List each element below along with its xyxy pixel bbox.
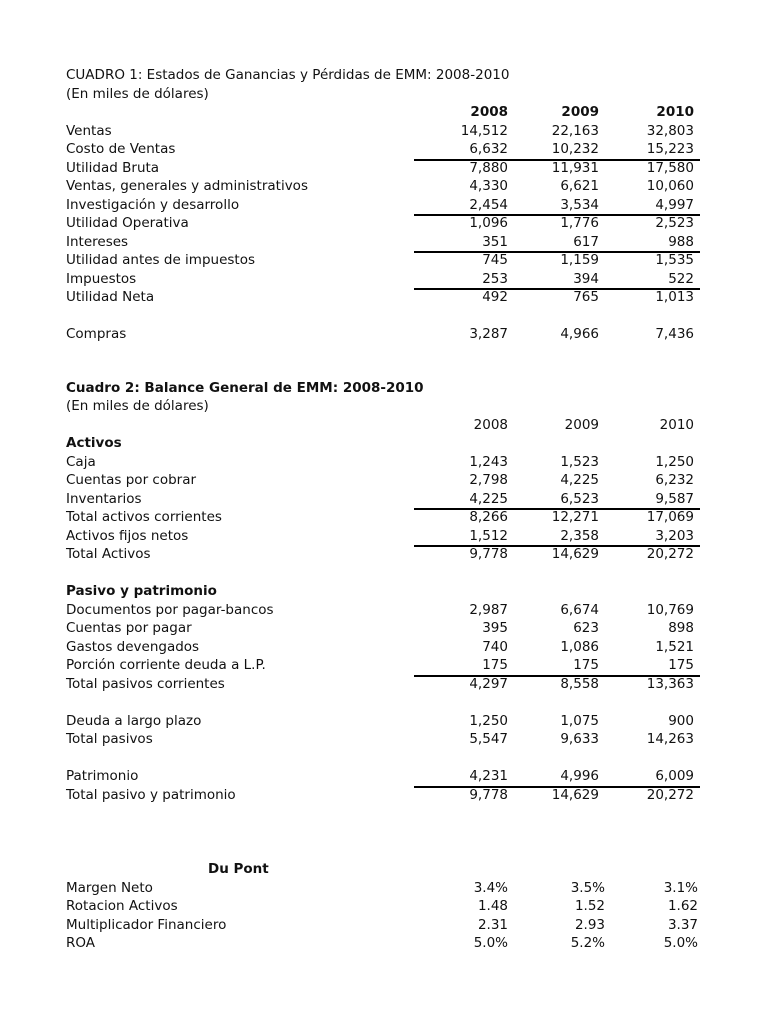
section-heading xyxy=(66,434,706,453)
cell: 175 xyxy=(573,657,599,673)
cell: 6,632 xyxy=(469,141,508,157)
table-row xyxy=(66,545,706,564)
cell: 2.31 xyxy=(477,916,508,933)
row-label: Cuentas por pagar xyxy=(66,620,192,636)
cell: 6,009 xyxy=(655,768,694,784)
row-label: Total Activos xyxy=(66,546,151,562)
cuadro1-subtitle: (En miles de dólares) xyxy=(66,85,209,102)
cell: 765 xyxy=(573,289,599,305)
section-heading xyxy=(66,582,706,601)
cell: 623 xyxy=(573,620,599,636)
cell: 6,621 xyxy=(560,178,599,194)
cell: 12,271 xyxy=(551,509,599,525)
cell: 745 xyxy=(482,252,508,268)
cell: 1,159 xyxy=(560,252,599,268)
cell: 10,769 xyxy=(646,601,694,618)
table-row xyxy=(66,879,706,898)
cell: 4,225 xyxy=(469,490,508,507)
cell: 9,587 xyxy=(655,490,694,507)
row-label: Gastos devengados xyxy=(66,638,200,655)
cell: 394 xyxy=(573,270,599,287)
row-label: Utilidad Neta xyxy=(66,289,155,305)
cuadro2-year-header xyxy=(66,416,706,435)
row-label: Cuentas por cobrar xyxy=(66,472,197,488)
row-label: Porción corriente deuda a L.P. xyxy=(66,657,266,673)
cell: 617 xyxy=(573,233,599,250)
cell: 175 xyxy=(668,657,694,673)
activos-heading: Activos xyxy=(66,435,122,451)
pasivo-heading: Pasivo y patrimonio xyxy=(66,583,217,599)
cell: 15,223 xyxy=(646,141,694,157)
cell: 14,512 xyxy=(460,122,508,139)
row-label: Total pasivos xyxy=(66,731,153,747)
cell: 3.1% xyxy=(663,879,698,896)
cell: 4,297 xyxy=(469,675,508,692)
cell: 1,523 xyxy=(560,453,599,470)
cell: 9,778 xyxy=(469,546,508,562)
cell: 1,535 xyxy=(655,252,694,268)
cell: 17,580 xyxy=(646,159,694,176)
cell: 1,096 xyxy=(469,215,508,231)
cell: 20,272 xyxy=(646,546,694,562)
dupont-title-row xyxy=(66,860,706,879)
cell: 898 xyxy=(668,620,694,636)
row-label: Inventarios xyxy=(66,490,142,507)
cell: 2,987 xyxy=(469,601,508,618)
table-row xyxy=(66,214,706,233)
cell: 4,231 xyxy=(469,768,508,784)
table-row xyxy=(66,601,706,620)
cell: 1,086 xyxy=(560,638,599,655)
row-label: Caja xyxy=(66,453,96,470)
table-row xyxy=(66,177,706,196)
cell: 1.52 xyxy=(574,898,605,914)
row-label: ROA xyxy=(66,935,96,951)
cell: 3,203 xyxy=(655,527,694,544)
cell: 3,287 xyxy=(469,326,508,342)
table-row xyxy=(66,251,706,270)
cell: 3.5% xyxy=(570,879,605,896)
cell: 4,966 xyxy=(560,326,599,342)
cell: 5.0% xyxy=(663,935,698,951)
cell: 2,358 xyxy=(560,527,599,544)
cell: 492 xyxy=(482,289,508,305)
cell: 32,803 xyxy=(646,122,694,139)
cell: 395 xyxy=(482,620,508,636)
table-row xyxy=(66,453,706,472)
table-row xyxy=(66,325,706,344)
cell: 14,629 xyxy=(551,786,599,803)
cell: 10,232 xyxy=(551,141,599,157)
cell: 4,225 xyxy=(560,472,599,488)
cell: 13,363 xyxy=(646,675,694,692)
row-label: Investigación y desarrollo xyxy=(66,196,240,213)
cuadro1-year-header xyxy=(66,103,706,122)
cell: 22,163 xyxy=(551,122,599,139)
table-row xyxy=(66,233,706,252)
row-label: Ventas xyxy=(66,122,112,139)
cell: 1,512 xyxy=(469,527,508,544)
row-label: Patrimonio xyxy=(66,768,139,784)
row-label: Total pasivo y patrimonio xyxy=(66,786,236,803)
table-row xyxy=(66,196,706,215)
cell: 900 xyxy=(668,712,694,729)
cell: 14,263 xyxy=(646,731,694,747)
table-row xyxy=(66,897,706,916)
row-label: Costo de Ventas xyxy=(66,141,176,157)
table-row xyxy=(66,712,706,731)
year-2009: 2009 xyxy=(561,104,599,120)
cell: 8,558 xyxy=(560,675,599,692)
row-label: Ventas, generales y administrativos xyxy=(66,178,308,194)
cell: 1,250 xyxy=(655,453,694,470)
cell: 4,997 xyxy=(655,196,694,213)
cell: 175 xyxy=(482,657,508,673)
row-label: Total pasivos corrientes xyxy=(66,675,225,692)
cell: 988 xyxy=(668,233,694,250)
table-row xyxy=(66,270,706,289)
cell: 1,075 xyxy=(560,712,599,729)
cuadro1-title: CUADRO 1: Estados de Ganancias y Pérdidas de EMM: 2008-2010 xyxy=(66,67,510,83)
row-label: Impuestos xyxy=(66,270,137,287)
cell: 2,454 xyxy=(469,196,508,213)
cell: 3.4% xyxy=(473,879,508,896)
row-label: Margen Neto xyxy=(66,879,153,896)
cell: 253 xyxy=(482,270,508,287)
table-row xyxy=(66,288,706,307)
year-2010: 2010 xyxy=(656,104,694,120)
year-2008: 2008 xyxy=(470,104,508,120)
cell: 10,060 xyxy=(646,178,694,194)
table-row xyxy=(66,786,706,805)
row-label: Compras xyxy=(66,326,127,342)
cell: 2,798 xyxy=(469,472,508,488)
row-label: Multiplicador Financiero xyxy=(66,916,227,933)
cell: 2,523 xyxy=(655,215,694,231)
cell: 1.62 xyxy=(667,898,698,914)
cuadro2-title: Cuadro 2: Balance General de EMM: 2008-2010 xyxy=(66,379,424,396)
cell: 4,330 xyxy=(469,178,508,194)
table-row xyxy=(66,619,706,638)
year-2010: 2010 xyxy=(659,416,694,433)
cell: 9,633 xyxy=(560,731,599,747)
row-label: Utilidad antes de impuestos xyxy=(66,252,255,268)
cell: 3,534 xyxy=(560,196,599,213)
cell: 5.2% xyxy=(570,935,605,951)
table-row xyxy=(66,508,706,527)
cell: 522 xyxy=(668,270,694,287)
table-row xyxy=(66,490,706,509)
table-row xyxy=(66,638,706,657)
cell: 11,931 xyxy=(551,159,599,176)
cell: 8,266 xyxy=(469,509,508,525)
table-row xyxy=(66,730,706,749)
cell: 1.48 xyxy=(477,898,508,914)
cell: 5.0% xyxy=(473,935,508,951)
cell: 20,272 xyxy=(646,786,694,803)
row-label: Utilidad Operativa xyxy=(66,215,189,231)
cuadro2-subtitle-row xyxy=(66,397,706,416)
table-row xyxy=(66,916,706,935)
cell: 5,547 xyxy=(469,731,508,747)
cell: 1,250 xyxy=(469,712,508,729)
dupont-title: Du Pont xyxy=(208,861,269,877)
row-label: Intereses xyxy=(66,233,129,250)
cuadro2-subtitle: (En miles de dólares) xyxy=(66,398,209,414)
cell: 1,521 xyxy=(655,638,694,655)
cell: 2.93 xyxy=(574,916,605,933)
row-label: Rotacion Activos xyxy=(66,898,178,914)
cell: 6,674 xyxy=(560,601,599,618)
table-row xyxy=(66,159,706,178)
cell: 1,243 xyxy=(469,453,508,470)
cell: 1,013 xyxy=(655,289,694,305)
row-label: Activos fijos netos xyxy=(66,527,189,544)
cell: 7,436 xyxy=(655,326,694,342)
table-row xyxy=(66,527,706,546)
cell: 740 xyxy=(482,638,508,655)
table-row xyxy=(66,934,706,953)
cuadro1-subtitle-row xyxy=(66,85,706,104)
cell: 1,776 xyxy=(560,215,599,231)
row-label: Deuda a largo plazo xyxy=(66,712,202,729)
cell: 351 xyxy=(482,233,508,250)
cell: 6,523 xyxy=(560,490,599,507)
spreadsheet-page xyxy=(66,66,706,953)
table-row xyxy=(66,140,706,159)
row-label: Total activos corrientes xyxy=(66,509,222,525)
row-label: Utilidad Bruta xyxy=(66,159,160,176)
cuadro2-title-row xyxy=(66,379,706,398)
cuadro1-title-row xyxy=(66,66,706,85)
cell: 17,069 xyxy=(646,509,694,525)
cell: 4,996 xyxy=(560,768,599,784)
table-row xyxy=(66,122,706,141)
table-row xyxy=(66,471,706,490)
table-row xyxy=(66,767,706,786)
table-row xyxy=(66,675,706,694)
row-label: Documentos por pagar-bancos xyxy=(66,601,274,618)
year-2009: 2009 xyxy=(564,416,599,433)
year-2008: 2008 xyxy=(473,416,508,433)
cell: 3.37 xyxy=(667,916,698,933)
cell: 7,880 xyxy=(469,159,508,176)
table-row xyxy=(66,656,706,675)
cell: 14,629 xyxy=(551,546,599,562)
cell: 6,232 xyxy=(655,472,694,488)
cell: 9,778 xyxy=(469,786,508,803)
